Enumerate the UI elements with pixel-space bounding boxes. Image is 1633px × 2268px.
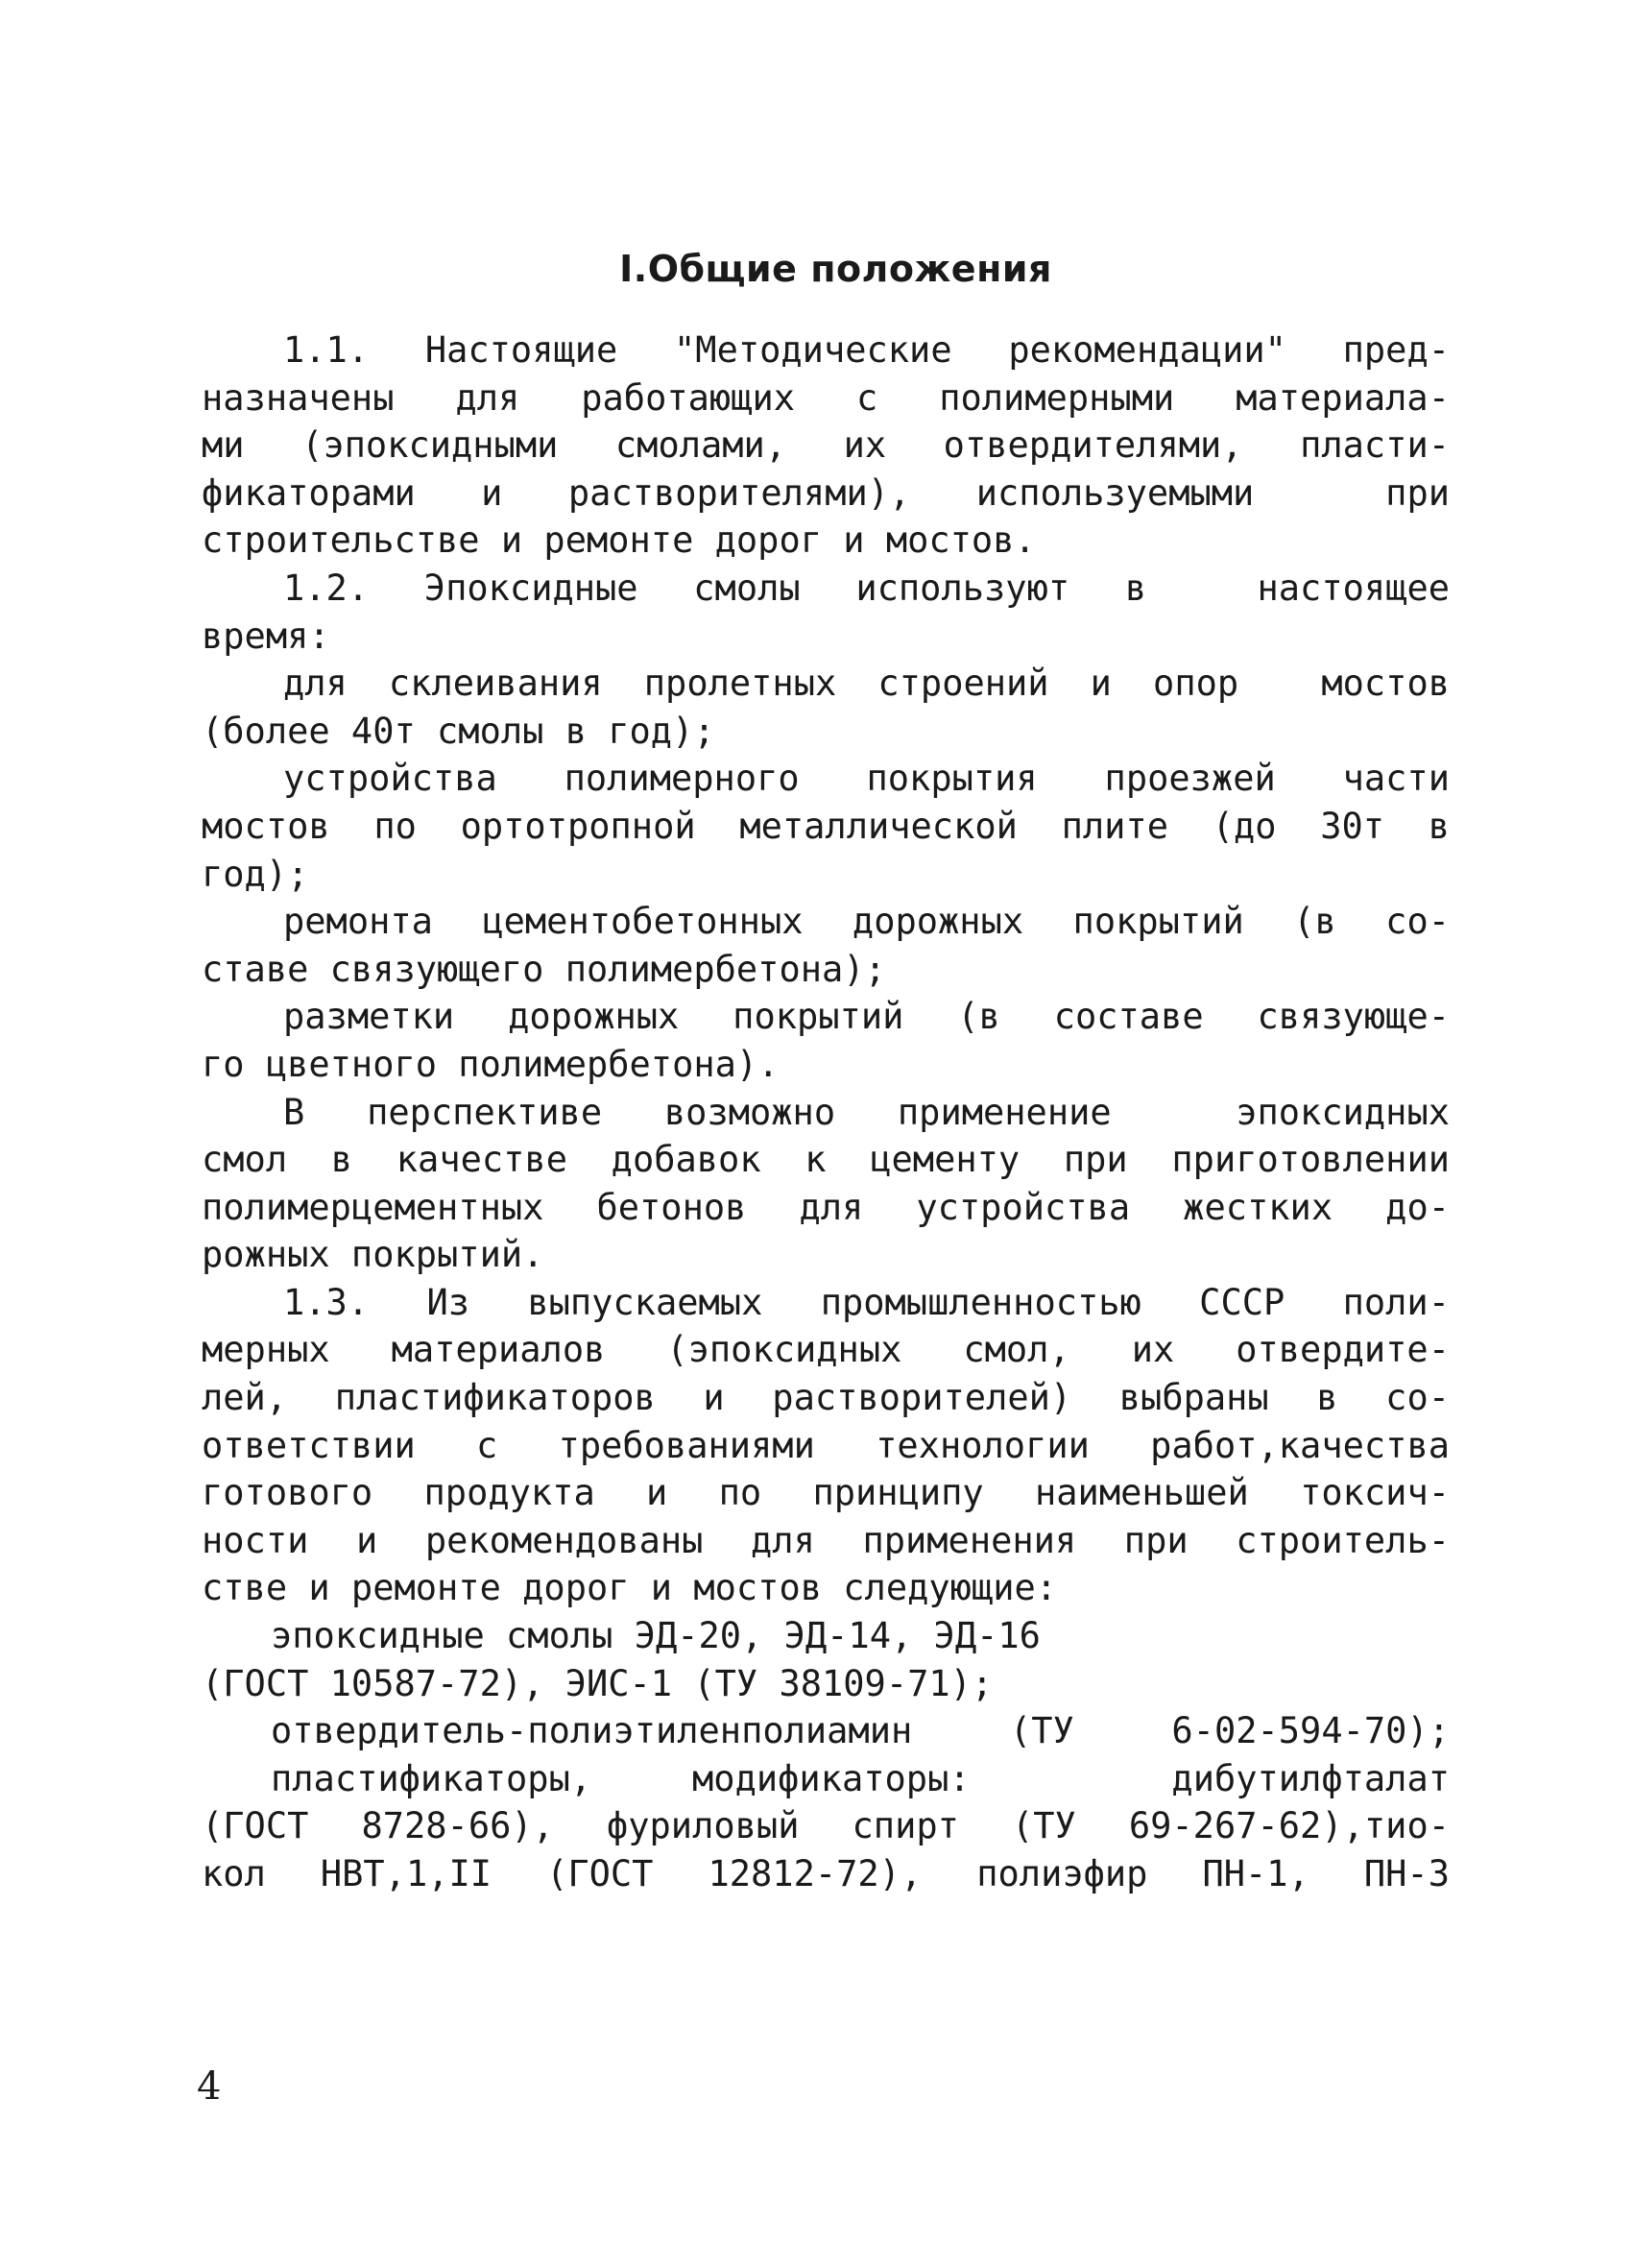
text-line: устройства полимерного покрытия проезжей части bbox=[283, 758, 1450, 800]
text-line: 1.1. Настоящие "Методические рекомендации" пред- bbox=[283, 329, 1450, 371]
text-line: 1.2. Эпоксидные смолы используют в настоящее bbox=[283, 567, 1450, 609]
text-line: рожных покрытий. bbox=[202, 1234, 544, 1276]
text-line: строительстве и ремонте дорог и мостов. bbox=[202, 519, 1036, 562]
text-line: (более 40т смолы в год); bbox=[202, 710, 715, 752]
text-line: стве и ремонте дорог и мостов следующие: bbox=[202, 1567, 1058, 1609]
text-line: мерных материалов (эпоксидных смол, их отвердите- bbox=[202, 1329, 1450, 1371]
text-line: лей, пластификаторов и растворителей) выбраны в со- bbox=[202, 1377, 1450, 1419]
text-line: ремонта цементобетонных дорожных покрытий (в со- bbox=[283, 901, 1450, 943]
text-line: (ГОСТ 10587-72), ЭИС-1 (ТУ 38109-71); bbox=[202, 1662, 994, 1704]
text-line: фикаторами и растворителями), используемыми при bbox=[202, 471, 1450, 514]
text-line: назначены для работающих с полимерными материала- bbox=[202, 376, 1450, 419]
text-line: время: bbox=[202, 615, 330, 657]
text-line: кол НВТ,1,II (ГОСТ 12812-72), полиэфир ПН-1, ПН-3 bbox=[202, 1853, 1450, 1894]
text-line: полимерцементных бетонов для устройства жестких до- bbox=[202, 1186, 1450, 1228]
section-heading: I.Общие положения bbox=[619, 248, 1052, 290]
text-line: ставе связующего полимербетона); bbox=[202, 948, 886, 990]
text-line: ответствии с требованиями технологии работ,качества bbox=[202, 1424, 1450, 1466]
text-line: пластификаторы, модификаторы: дибутилфталат bbox=[271, 1757, 1450, 1799]
text-line: готового продукта и по принципу наименьшей токсич- bbox=[202, 1472, 1450, 1514]
text-line: го цветного полимербетона). bbox=[202, 1043, 780, 1085]
text-line: мостов по ортотропной металлической плите (до 30т в bbox=[202, 805, 1450, 847]
text-line: смол в качестве добавок к цементу при приготовлении bbox=[202, 1139, 1450, 1181]
text-line: для склеивания пролетных строений и опор мостов bbox=[283, 663, 1450, 705]
page-number: 4 bbox=[197, 2064, 222, 2109]
text-line: (ГОСТ 8728-66), фуриловый спирт (ТУ 69-267-62),тио- bbox=[202, 1805, 1450, 1847]
text-line: ми (эпоксидными смолами, их отвердителями, пласти- bbox=[202, 424, 1450, 467]
text-line: В перспективе возможно применение эпоксидных bbox=[283, 1091, 1450, 1133]
text-line: отвердитель-полиэтиленполиамин (ТУ 6-02-594-70); bbox=[271, 1710, 1450, 1752]
text-line: эпоксидные смолы ЭД-20, ЭД-14, ЭД-16 bbox=[271, 1615, 1041, 1657]
text-line: разметки дорожных покрытий (в составе связующе- bbox=[283, 996, 1450, 1038]
body-text bbox=[202, 326, 1450, 1898]
text-line: 1.3. Из выпускаемых промышленностью СССР поли- bbox=[283, 1281, 1450, 1323]
text-line: ности и рекомендованы для применения при строитель- bbox=[202, 1519, 1450, 1561]
text-line: год); bbox=[202, 853, 309, 895]
